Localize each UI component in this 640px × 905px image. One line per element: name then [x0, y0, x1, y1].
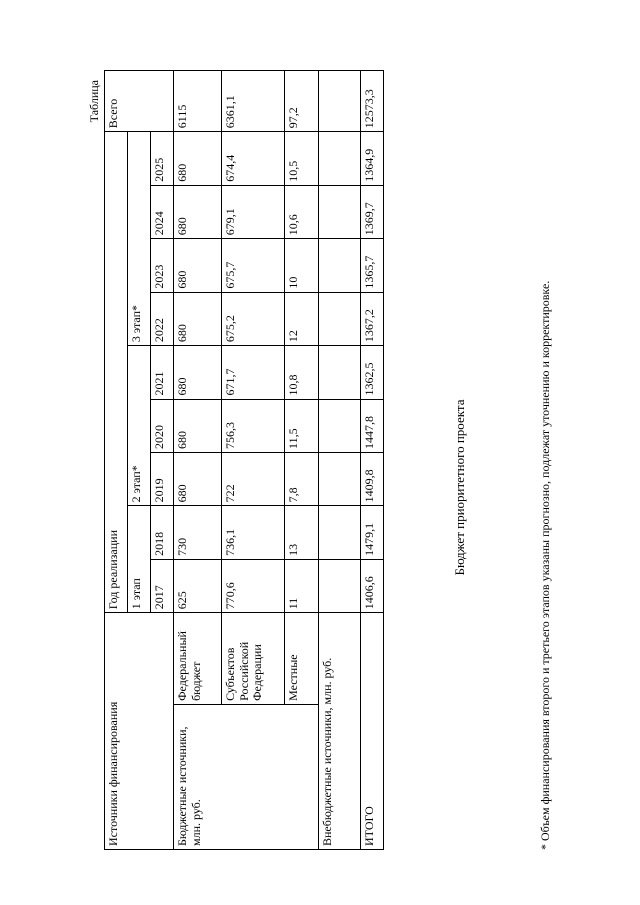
year-cell: 2018 [151, 506, 174, 559]
header-stage-2: 2 этап* [128, 346, 151, 506]
value-cell [318, 185, 360, 238]
total-cell: 6115 [174, 71, 221, 132]
value-cell: 10,5 [285, 132, 319, 186]
header-total: Всего [105, 71, 174, 132]
budget-table [104, 70, 384, 850]
year-cell: 2020 [151, 399, 174, 452]
value-cell: 1364,9 [360, 132, 383, 186]
value-cell: 1367,2 [360, 292, 383, 345]
value-cell: 680 [174, 292, 221, 345]
value-cell: 680 [174, 239, 221, 292]
rotated-page [40, 70, 600, 905]
row-label: Местные [285, 613, 319, 705]
value-cell: 10 [285, 239, 319, 292]
row-label: Федеральный бюджет [174, 613, 221, 705]
total-cell: 12573,3 [360, 71, 383, 132]
value-cell: 679,1 [221, 185, 284, 238]
value-cell: 680 [174, 399, 221, 452]
value-cell: 1479,1 [360, 506, 383, 559]
value-cell: 770,6 [221, 559, 284, 612]
value-cell: 736,1 [221, 506, 284, 559]
value-cell: 680 [174, 185, 221, 238]
value-cell: 11 [285, 559, 319, 612]
value-cell: 674,4 [221, 132, 284, 186]
value-cell: 756,3 [221, 399, 284, 452]
row-extra-budget [318, 71, 360, 850]
value-cell: 730 [174, 506, 221, 559]
year-cell: 2022 [151, 292, 174, 345]
value-cell: 680 [174, 452, 221, 505]
header-sources: Источники финансирования [105, 613, 174, 850]
total-cell: 97,2 [285, 71, 319, 132]
row-label: ИТОГО [360, 613, 383, 850]
value-cell: 7,8 [285, 452, 319, 505]
value-cell [318, 292, 360, 345]
value-cell: 12 [285, 292, 319, 345]
value-cell: 1365,7 [360, 239, 383, 292]
year-cell: 2019 [151, 452, 174, 505]
value-cell: 1362,5 [360, 346, 383, 399]
row-total [360, 71, 383, 850]
value-cell: 680 [174, 132, 221, 186]
value-cell [318, 346, 360, 399]
value-cell: 680 [174, 346, 221, 399]
document-title: Бюджет приоритетного проекта [452, 399, 467, 576]
value-cell: 671,7 [221, 346, 284, 399]
header-year-group: Год реализации [105, 132, 128, 613]
footnote: * Объем финансирования второго и третьего этапов указаны прогнозно, подлежат уточнению и корректировке. [538, 280, 552, 850]
value-cell [318, 452, 360, 505]
total-cell [318, 71, 360, 132]
value-cell: 10,8 [285, 346, 319, 399]
value-cell: 11,5 [285, 399, 319, 452]
budget-group-label: Бюджетные источники, млн. руб. [174, 704, 318, 849]
value-cell: 1447,8 [360, 399, 383, 452]
value-cell: 1409,8 [360, 452, 383, 505]
value-cell: 625 [174, 559, 221, 612]
year-cell: 2025 [151, 132, 174, 186]
row-label: Субъектов Российской Федерации [221, 613, 284, 705]
row-federal [174, 71, 221, 850]
value-cell [318, 132, 360, 186]
value-cell [318, 399, 360, 452]
value-cell: 675,7 [221, 239, 284, 292]
value-cell: 13 [285, 506, 319, 559]
total-cell: 6361,1 [221, 71, 284, 132]
year-cell: 2023 [151, 239, 174, 292]
header-stage-3: 3 этап* [128, 132, 151, 346]
year-cell: 2024 [151, 185, 174, 238]
value-cell: 675,2 [221, 292, 284, 345]
value-cell [318, 506, 360, 559]
value-cell: 1369,7 [360, 185, 383, 238]
value-cell [318, 559, 360, 612]
header-row-1 [105, 71, 128, 850]
table-label: Таблица [87, 80, 101, 123]
value-cell: 722 [221, 452, 284, 505]
row-label: Внебюджетные источники, млн. руб. [318, 613, 360, 850]
year-cell: 2021 [151, 346, 174, 399]
value-cell: 10,6 [285, 185, 319, 238]
value-cell: 1406,6 [360, 559, 383, 612]
header-stage-1: 1 этап [128, 506, 151, 613]
year-cell: 2017 [151, 559, 174, 612]
value-cell [318, 239, 360, 292]
